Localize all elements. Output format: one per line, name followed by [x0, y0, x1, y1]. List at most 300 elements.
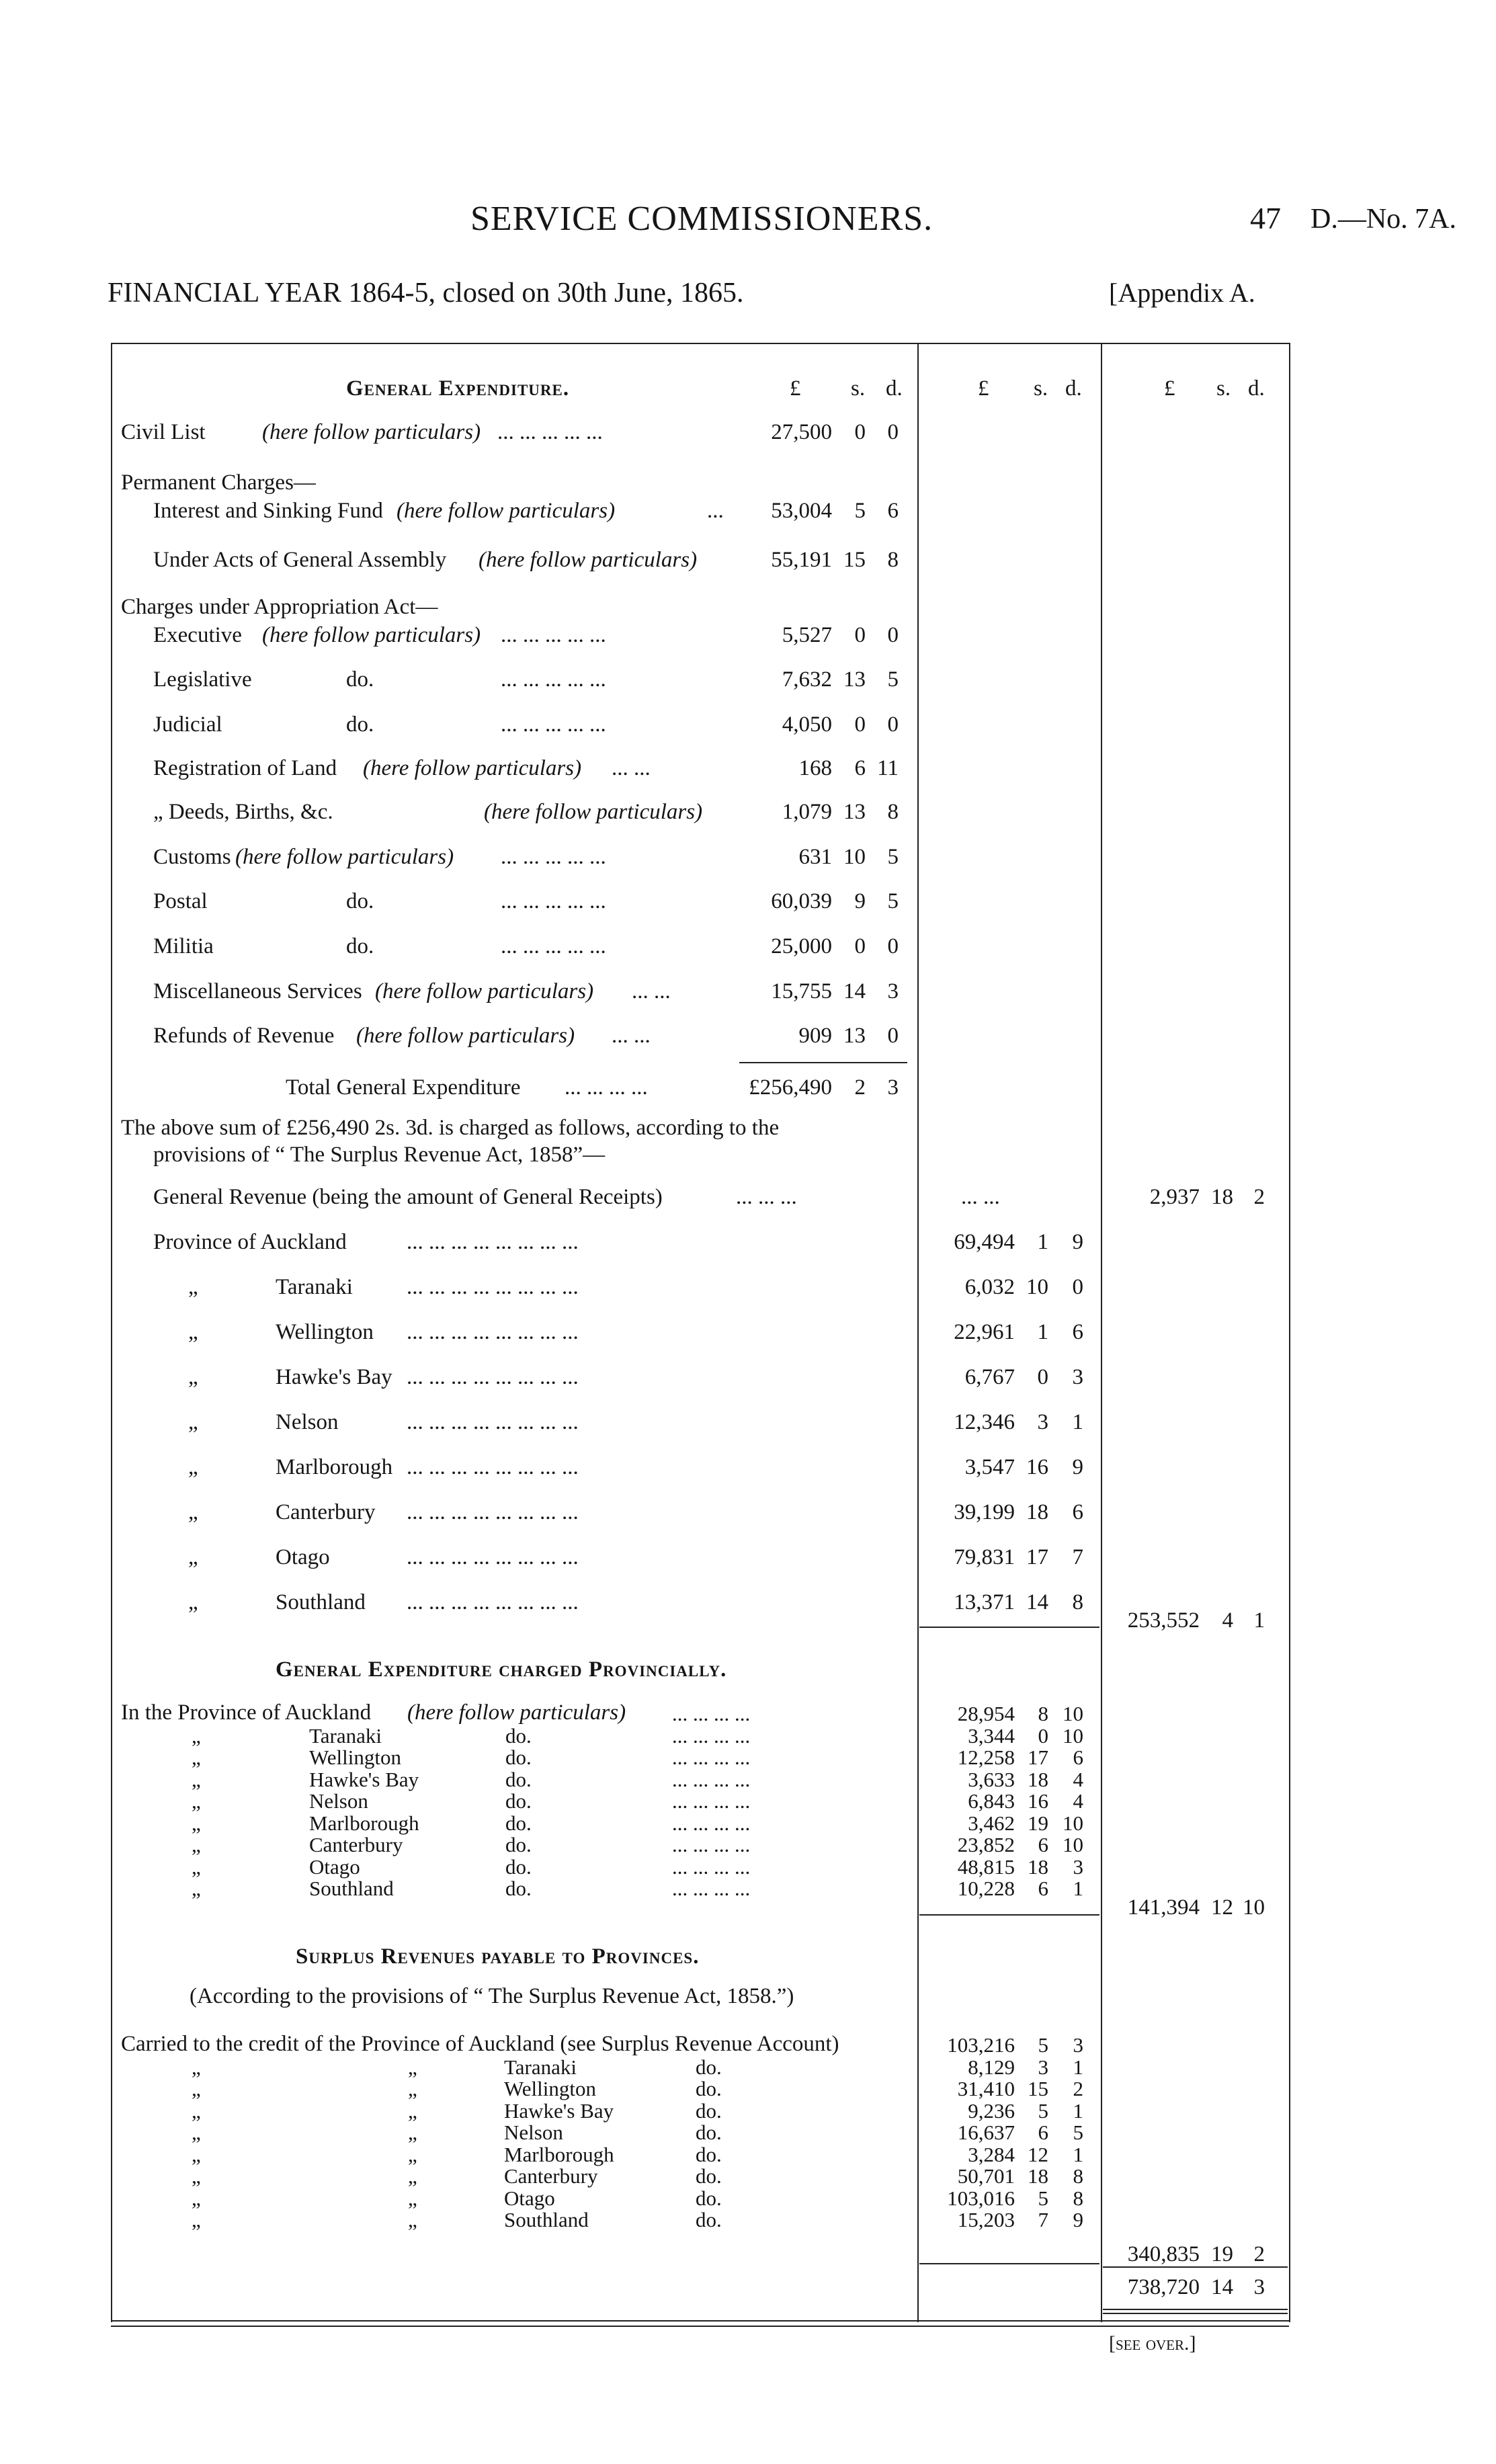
- ditto-mark: „: [192, 1833, 201, 1856]
- amount-pounds: 103,216: [947, 2033, 1015, 2057]
- pounds-header: £: [1164, 376, 1175, 401]
- leader-dots: ... ... ... ... ... ... ... ...: [407, 1455, 579, 1479]
- amount-shillings: 18: [1211, 1185, 1233, 1209]
- amount-shillings: 8: [1038, 1702, 1048, 1725]
- expenditure-row: [0, 470, 1496, 497]
- grand-total-rule: [1103, 2313, 1288, 2314]
- ditto-mark: „: [192, 1746, 201, 1769]
- see-over-note: [see over.]: [1109, 2332, 1196, 2354]
- leader-dots: ... ... ... ... ...: [501, 845, 606, 869]
- total-shillings: 2: [854, 1075, 866, 1100]
- row-note: do.: [505, 1811, 532, 1835]
- amount-shillings: 14: [843, 979, 866, 1003]
- amount-pence: 9: [1072, 1230, 1083, 1254]
- amount-shillings: 9: [854, 889, 866, 913]
- ditto-mark: „: [192, 2077, 201, 2100]
- leader-dots: ... ... ... ...: [565, 1075, 648, 1100]
- row-note: do.: [696, 2099, 722, 2123]
- row-label: In the Province of Auckland: [121, 1700, 372, 1725]
- surplus-row: [0, 2208, 1496, 2235]
- subtotal-shillings: 4: [1222, 1608, 1233, 1633]
- ditto-mark: „: [408, 2055, 417, 2079]
- ditto-mark: „: [408, 2099, 417, 2123]
- amount-pence: 10: [1063, 1811, 1083, 1835]
- amount-pence: 0: [887, 420, 899, 444]
- expenditure-row: [0, 667, 1496, 694]
- pounds-header: £: [978, 376, 989, 401]
- row-note: do.: [505, 1877, 532, 1900]
- grand-total-pounds: 738,720: [1127, 2275, 1200, 2299]
- province-name: Nelson: [309, 1789, 368, 1813]
- amount-pence: 9: [1072, 1455, 1083, 1479]
- amount-pounds: 103,016: [947, 2186, 1015, 2210]
- amount-shillings: 0: [1038, 1724, 1048, 1748]
- amount-pounds: 3,344: [968, 1724, 1015, 1748]
- leader-dots: ... ... ... ... ... ... ... ...: [407, 1410, 579, 1434]
- charged-note-line: provisions of “ The Surplus Revenue Act, 1858”—: [153, 1143, 606, 1167]
- leader-dots: ... ... ...: [736, 1185, 797, 1209]
- amount-shillings: 16: [1028, 1789, 1048, 1813]
- amount-pence: 8: [1072, 1590, 1083, 1614]
- amount-pence: 0: [1072, 1275, 1083, 1299]
- amount-pence: 3: [1073, 2033, 1083, 2057]
- leader-dots: ... ... ... ...: [672, 1768, 751, 1791]
- expenditure-row: [0, 934, 1496, 961]
- expenditure-row: [0, 845, 1496, 872]
- amount-shillings: 3: [1038, 2055, 1048, 2079]
- leader-dots: ... ... ... ...: [672, 1811, 751, 1835]
- province-name: Marlborough: [309, 1811, 419, 1835]
- row-label: Registration of Land: [153, 756, 337, 780]
- amount-pence: 5: [1073, 2121, 1083, 2144]
- province-name: Wellington: [309, 1746, 401, 1769]
- amount-pence: 1: [1073, 2055, 1083, 2079]
- province-row: [0, 1230, 1496, 1257]
- expenditure-row: [0, 756, 1496, 783]
- amount-pounds: 79,831: [954, 1545, 1015, 1569]
- row-note: (here follow particulars): [363, 756, 582, 780]
- row-label: „ Deeds, Births, &c.: [153, 800, 333, 824]
- amount-pence: 5: [887, 845, 899, 869]
- subtotal-row: [0, 1895, 1496, 1922]
- amount-pence: 4: [1073, 1768, 1083, 1791]
- section-heading-text: General Expenditure charged Provincially.: [276, 1657, 727, 1682]
- amount-pounds: 4,050: [782, 712, 832, 737]
- leader-dots: ... ... ... ...: [672, 1877, 751, 1900]
- expenditure-row: [0, 499, 1496, 526]
- amount-shillings: 6: [854, 756, 866, 780]
- row-note: (here follow particulars): [484, 800, 703, 824]
- leader-dots: ... ... ... ... ...: [497, 420, 603, 444]
- pence-header: d.: [886, 376, 903, 401]
- amount-pence: 10: [1063, 1833, 1083, 1856]
- amount-pounds: 69,494: [954, 1230, 1015, 1254]
- amount-shillings: 18: [1028, 2164, 1048, 2188]
- amount-shillings: 0: [854, 623, 866, 647]
- row-label: Civil List: [121, 420, 206, 444]
- row-note: do.: [505, 1855, 532, 1879]
- ditto-mark: „: [192, 1811, 201, 1835]
- amount-pounds: 6,767: [964, 1365, 1015, 1389]
- amount-pounds: 12,258: [957, 1746, 1015, 1769]
- province-name: Southland: [276, 1590, 366, 1614]
- leader-dots: ... ... ... ...: [672, 1724, 751, 1748]
- leader-dots: ... ...: [612, 756, 651, 780]
- row-label: Postal: [153, 889, 208, 913]
- grand-total-rule: [1103, 2266, 1288, 2268]
- row-note: do.: [696, 2121, 722, 2144]
- charged-note-line: The above sum of £256,490 2s. 3d. is charged as follows, according to the: [121, 1116, 780, 1140]
- appendix-label: [Appendix A.: [1109, 278, 1255, 308]
- amount-shillings: 3: [1037, 1410, 1048, 1434]
- province-name: Wellington: [276, 1320, 374, 1344]
- province-name: Taranaki: [276, 1275, 353, 1299]
- row-label: Militia: [153, 934, 214, 958]
- ditto-mark: „: [188, 1320, 198, 1344]
- amount-pence: 11: [877, 756, 899, 780]
- leader-dots: ... ... ... ... ... ... ... ...: [407, 1590, 579, 1614]
- expenditure-row: [0, 420, 1496, 447]
- leader-dots: ... ... ... ... ... ... ... ...: [407, 1500, 579, 1524]
- table-bottom-rule: [111, 2326, 1289, 2327]
- subtotal-shillings: 19: [1211, 2242, 1233, 2266]
- amount-shillings: 18: [1028, 1855, 1048, 1879]
- amount-shillings: 0: [854, 420, 866, 444]
- province-row: [0, 1275, 1496, 1302]
- province-row: [0, 1365, 1496, 1392]
- subtotal-row: [0, 1608, 1496, 1635]
- row-note: do.: [346, 934, 374, 958]
- amount-pence: 9: [1073, 2208, 1083, 2231]
- amount-pence: 3: [887, 979, 899, 1003]
- ditto-mark: „: [408, 2143, 417, 2166]
- province-name: Canterbury: [309, 1833, 403, 1856]
- row-note: do.: [346, 712, 374, 737]
- ditto-mark: „: [188, 1410, 198, 1434]
- financial-year-heading: FINANCIAL YEAR 1864-5, closed on 30th June, 1865.: [108, 278, 744, 309]
- leader-dots: ... ... ... ... ...: [501, 623, 606, 647]
- row-note: (here follow particulars): [235, 845, 454, 869]
- amount-pounds: 6,032: [964, 1275, 1015, 1299]
- amount-shillings: 18: [1028, 1768, 1048, 1791]
- pence-header: d.: [1065, 376, 1082, 401]
- leader-dots: ... ... ... ... ... ... ... ...: [407, 1275, 579, 1299]
- subtotal-pence: 2: [1253, 2242, 1265, 2266]
- ditto-mark: „: [192, 2099, 201, 2123]
- row-note: do.: [505, 1833, 532, 1856]
- amount-shillings: 0: [854, 934, 866, 958]
- ditto-mark: „: [192, 1877, 201, 1900]
- ditto-mark: „: [192, 2186, 201, 2210]
- page-number: 47: [1250, 201, 1281, 235]
- amount-pence: 0: [887, 623, 899, 647]
- amount-shillings: 12: [1028, 2143, 1048, 2166]
- row-note: (here follow particulars): [479, 548, 698, 572]
- row-label: Refunds of Revenue: [153, 1024, 335, 1048]
- ditto-mark: „: [188, 1275, 198, 1299]
- province-name: Southland: [309, 1877, 394, 1900]
- province-name: Taranaki: [309, 1724, 382, 1748]
- amount-pounds: 7,632: [782, 667, 832, 692]
- total-rule: [739, 1062, 907, 1063]
- amount-shillings: 1: [1037, 1230, 1048, 1254]
- amount-shillings: 17: [1028, 1746, 1048, 1769]
- shillings-header: s.: [1216, 376, 1231, 401]
- shillings-header: s.: [851, 376, 866, 401]
- row-note: (here follow particulars): [397, 499, 616, 523]
- expenditure-row: [0, 548, 1496, 575]
- row-note: do.: [346, 667, 374, 692]
- row-label: Under Acts of General Assembly: [153, 548, 447, 572]
- amount-pounds: 53,004: [771, 499, 832, 523]
- leader-dots: ... ... ... ...: [672, 1702, 751, 1725]
- ditto-mark: „: [192, 2208, 201, 2231]
- general-revenue-label: General Revenue (being the amount of General Receipts): [153, 1185, 663, 1209]
- amount-pounds: 10,228: [957, 1877, 1015, 1900]
- amount-shillings: 5: [1038, 2099, 1048, 2123]
- row-label: Interest and Sinking Fund: [153, 499, 383, 523]
- ditto-mark: „: [408, 2208, 417, 2231]
- expenditure-row: [0, 1024, 1496, 1051]
- province-row: [0, 1320, 1496, 1347]
- leader-dots: ... ... ... ... ...: [501, 712, 606, 737]
- total-label: Total General Expenditure: [286, 1075, 521, 1100]
- subtotal-pounds: 340,835: [1127, 2242, 1200, 2266]
- row-note: (here follow particulars): [262, 623, 481, 647]
- amount-pounds: 8,129: [968, 2055, 1015, 2079]
- row-note: do.: [505, 1746, 532, 1769]
- row-note: (here follow particulars): [375, 979, 594, 1003]
- subtotal-pounds: 253,552: [1127, 1608, 1200, 1633]
- amount-pounds: 3,284: [968, 2143, 1015, 2166]
- province-row: [0, 1410, 1496, 1437]
- amount-pounds: 16,637: [957, 2121, 1015, 2144]
- amount-pounds: 31,410: [957, 2077, 1015, 2100]
- row-note: do.: [696, 2077, 722, 2100]
- leader-dots: ... ... ... ...: [672, 1833, 751, 1856]
- amount-pence: 1: [1073, 2143, 1083, 2166]
- leader-dots: ... ... ... ... ...: [501, 667, 606, 692]
- table-bottom-rule: [111, 2320, 1289, 2322]
- amount-pence: 8: [887, 548, 899, 572]
- expenditure-row: [0, 889, 1496, 916]
- subtotal-pence: 1: [1253, 1608, 1265, 1633]
- row-label: Miscellaneous Services: [153, 979, 362, 1003]
- row-note: do.: [696, 2186, 722, 2210]
- province-name: Taranaki: [504, 2055, 577, 2079]
- leader-dots: ... ... ... ...: [672, 1746, 751, 1769]
- ditto-mark: „: [192, 1789, 201, 1813]
- amount-shillings: 15: [1028, 2077, 1048, 2100]
- amount-shillings: 15: [843, 548, 866, 572]
- amount-pounds: 13,371: [954, 1590, 1015, 1614]
- ditto-mark: „: [192, 2055, 201, 2079]
- amount-shillings: 13: [843, 1024, 866, 1048]
- expenditure-row: [0, 979, 1496, 1006]
- ditto-mark: „: [188, 1455, 198, 1479]
- province-name: Province of Auckland: [153, 1230, 347, 1254]
- province-name: Marlborough: [504, 2143, 614, 2166]
- amount-pence: 7: [1072, 1545, 1083, 1569]
- amount-shillings: 7: [1038, 2208, 1048, 2231]
- expenditure-row: [0, 595, 1496, 622]
- amount-shillings: 0: [1037, 1365, 1048, 1389]
- amount-pence: 3: [1073, 1855, 1083, 1879]
- section-subheading-text: (According to the provisions of “ The Surplus Revenue Act, 1858.”): [190, 1984, 794, 2008]
- amount-pence: 1: [1073, 1877, 1083, 1900]
- amount-shillings: 10: [843, 845, 866, 869]
- ditto-mark: „: [408, 2077, 417, 2100]
- subtotal-row: [0, 2242, 1496, 2269]
- amount-pounds: 3,633: [968, 1768, 1015, 1791]
- ditto-mark: „: [408, 2121, 417, 2144]
- amount-pounds: 12,346: [954, 1410, 1015, 1434]
- province-row: [0, 1455, 1496, 1482]
- amount-pounds: 3,547: [964, 1455, 1015, 1479]
- amount-pence: 1: [1072, 1410, 1083, 1434]
- leader-dots: ...: [707, 499, 724, 523]
- amount-pence: 8: [1073, 2186, 1083, 2210]
- province-name: Hawke's Bay: [504, 2099, 614, 2123]
- amount-pounds: 22,961: [954, 1320, 1015, 1344]
- pounds-header: £: [790, 376, 801, 401]
- amount-pounds: 909: [798, 1024, 832, 1048]
- total-row: [0, 1075, 1496, 1102]
- amount-pounds: 27,500: [771, 420, 832, 444]
- amount-pence: 10: [1063, 1724, 1083, 1748]
- leader-dots: ... ... ... ...: [672, 1855, 751, 1879]
- ditto-mark: „: [192, 2143, 201, 2166]
- amount-pounds: 631: [798, 845, 832, 869]
- amount-shillings: 5: [1038, 2033, 1048, 2057]
- amount-shillings: 19: [1028, 1811, 1048, 1835]
- amount-shillings: 6: [1038, 2121, 1048, 2144]
- grand-total-rule: [1103, 2309, 1288, 2310]
- amount-pence: 1: [1073, 2099, 1083, 2123]
- amount-shillings: 6: [1038, 1877, 1048, 1900]
- column-header-row: [0, 376, 1496, 403]
- amount-shillings: 0: [854, 712, 866, 737]
- amount-pounds: 1,079: [782, 800, 832, 824]
- province-name: Otago: [309, 1855, 360, 1879]
- province-name: Nelson: [276, 1410, 339, 1434]
- amount-shillings: 13: [843, 667, 866, 692]
- amount-pence: 6: [1073, 1746, 1083, 1769]
- amount-pounds: 3,462: [968, 1811, 1015, 1835]
- row-label: Judicial: [153, 712, 222, 737]
- document-number: D.—No. 7A.: [1311, 204, 1456, 235]
- amount-shillings: 18: [1026, 1500, 1048, 1524]
- row-note: (here follow particulars): [262, 420, 481, 444]
- amount-pence: 0: [887, 1024, 899, 1048]
- amount-pounds: 15,755: [771, 979, 832, 1003]
- expenditure-row: [0, 800, 1496, 827]
- row-label: Carried to the credit of the Province of Auckland (see Surplus Revenue Account): [121, 2032, 839, 2056]
- row-label: Charges under Appropriation Act—: [121, 595, 438, 619]
- province-name: Otago: [276, 1545, 330, 1569]
- row-note: do.: [696, 2208, 722, 2231]
- amount-pounds: 5,527: [782, 623, 832, 647]
- amount-pounds: 60,039: [771, 889, 832, 913]
- leader-dots: ... ...: [632, 979, 671, 1003]
- ditto-mark: „: [192, 2121, 201, 2144]
- amount-pounds: 6,843: [968, 1789, 1015, 1813]
- amount-pence: 2: [1073, 2077, 1083, 2100]
- leader-dots: ... ... ... ... ... ... ... ...: [407, 1320, 579, 1344]
- amount-pounds: 2,937: [1149, 1185, 1200, 1209]
- row-note: do.: [346, 889, 374, 913]
- amount-pence: 2: [1253, 1185, 1265, 1209]
- province-name: Hawke's Bay: [276, 1365, 392, 1389]
- row-label: Customs: [153, 845, 231, 869]
- amount-pounds: 28,954: [957, 1702, 1015, 1725]
- grand-total-row: [0, 2275, 1496, 2302]
- ditto-mark: „: [188, 1545, 198, 1569]
- province-name: Hawke's Bay: [309, 1768, 419, 1791]
- section-heading-text: Surplus Revenues payable to Provinces.: [296, 1944, 700, 1969]
- row-note: do.: [505, 1724, 532, 1748]
- grand-total-pence: 3: [1253, 2275, 1265, 2299]
- subtotal-pounds: 141,394: [1127, 1895, 1200, 1920]
- ditto-mark: „: [188, 1365, 198, 1389]
- amount-shillings: 5: [1038, 2186, 1048, 2210]
- province-name: Canterbury: [276, 1500, 376, 1524]
- pence-header: d.: [1248, 376, 1265, 401]
- ditto-mark: „: [192, 1855, 201, 1879]
- ditto-mark: „: [192, 2164, 201, 2188]
- row-note: do.: [505, 1789, 532, 1813]
- amount-shillings: 16: [1026, 1455, 1048, 1479]
- amount-pence: 8: [1073, 2164, 1083, 2188]
- province-name: Marlborough: [276, 1455, 393, 1479]
- amount-pence: 0: [887, 712, 899, 737]
- amount-shillings: 17: [1026, 1545, 1048, 1569]
- amount-pence: 6: [1072, 1320, 1083, 1344]
- amount-shillings: 5: [854, 499, 866, 523]
- row-note: do.: [696, 2164, 722, 2188]
- ditto-mark: „: [192, 1724, 201, 1748]
- leader-dots: ... ... ... ... ...: [501, 934, 606, 958]
- amount-shillings: 10: [1026, 1275, 1048, 1299]
- ditto-mark: „: [188, 1500, 198, 1524]
- subtotal-shillings: 12: [1211, 1895, 1233, 1920]
- amount-pence: 8: [887, 800, 899, 824]
- amount-shillings: 1: [1037, 1320, 1048, 1344]
- amount-pence: 6: [1072, 1500, 1083, 1524]
- amount-pence: 10: [1063, 1702, 1083, 1725]
- amount-pounds: 39,199: [954, 1500, 1015, 1524]
- amount-pounds: 168: [798, 756, 832, 780]
- row-label: Permanent Charges—: [121, 470, 316, 495]
- amount-pounds: 50,701: [957, 2164, 1015, 2188]
- ditto-mark: „: [188, 1590, 198, 1614]
- subtotal-pence: 10: [1243, 1895, 1265, 1920]
- province-row: [0, 1500, 1496, 1527]
- expenditure-row: [0, 712, 1496, 739]
- leader-dots: ... ...: [612, 1024, 651, 1048]
- amount-pounds: 55,191: [771, 548, 832, 572]
- amount-pounds: 23,852: [957, 1833, 1015, 1856]
- amount-shillings: 6: [1038, 1833, 1048, 1856]
- row-note: do.: [696, 2143, 722, 2166]
- page-title: SERVICE COMMISSIONERS.: [470, 200, 933, 238]
- ditto-mark: „: [408, 2164, 417, 2188]
- amount-pence: 5: [887, 667, 899, 692]
- leader-dots: ... ... ... ... ...: [501, 889, 606, 913]
- amount-pence: 0: [887, 934, 899, 958]
- grand-total-shillings: 14: [1211, 2275, 1233, 2299]
- row-label: Legislative: [153, 667, 252, 692]
